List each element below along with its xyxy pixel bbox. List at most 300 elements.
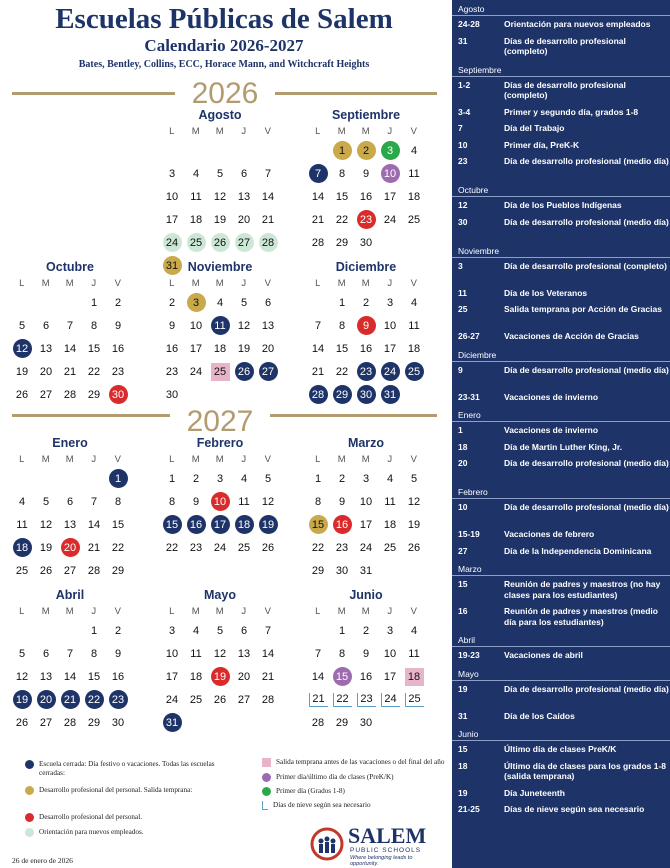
day-cell: 17 [165,670,179,683]
event-item [458,761,670,782]
weekday-label: L [169,606,175,617]
week-row [0,513,140,536]
day-cell: 7 [264,167,272,180]
week-row [150,208,290,231]
event-text: Día de desarrollo profesional (medio día) [504,156,669,166]
day-cell [11,469,34,489]
weekday-label: J [241,278,247,289]
day-cell: 23 [355,690,378,710]
day-cell: 7 [264,624,272,637]
day-cell: 26 [15,716,29,729]
day-cell: 25 [185,233,208,253]
day-cell [59,621,82,641]
month-octubre [0,258,140,406]
weekday-label: V [114,278,122,289]
event-text: Primer día, PreK-K [504,139,580,150]
weekday-label: V [264,606,272,617]
weekday-label: M [337,454,347,465]
day-cell: 24 [379,362,402,382]
day-cell: 1 [338,296,346,309]
day-cell: 19 [407,518,421,531]
event-date: 31 [458,35,468,46]
day-cell: 8 [114,495,122,508]
day-cell: 20 [261,342,275,355]
event-date: 11 [458,287,467,298]
event-text: Día de desarrollo profesional (medio día) [504,683,669,694]
week-row [150,314,290,337]
weekday-label: J [387,454,393,465]
section-divider [452,740,670,741]
weekday-label: L [315,606,321,617]
day-cell: 25 [407,213,421,226]
weekday-label: M [337,278,347,289]
event-item [458,744,670,755]
weekday-label: L [315,278,321,289]
week-row [296,208,436,231]
day-cell: 9 [362,167,370,180]
month-noviembre [150,258,290,406]
day-cell: 30 [359,716,373,729]
events-month-septiembre: Septiembre [458,64,502,75]
event-item [458,392,670,403]
event-text: Días de nieve según sea necesario [504,804,645,814]
day-cell: 28 [87,564,101,577]
event-date: 1-2 [458,79,471,90]
day-cell [307,141,330,161]
day-cell: 1 [338,624,346,637]
day-cell: 9 [114,647,122,660]
day-cell: 12 [237,319,251,332]
event-date: 9 [458,364,463,375]
event-text: Vacaciones de Acción de Gracias [504,331,639,341]
day-cell: 10 [383,319,397,332]
day-cell: 26 [209,233,232,253]
day-cell: 10 [209,492,232,512]
weekday-header [150,276,290,291]
salem-logo [310,823,440,867]
weekday-label: M [65,606,75,617]
week-row [0,383,140,406]
day-cell: 23 [189,541,203,554]
day-cell: 2 [168,296,176,309]
week-row [0,619,140,642]
day-cell: 10 [189,319,203,332]
day-cell: 19 [39,541,53,554]
day-cell: 6 [240,167,248,180]
legend-firstg: Primer día (Grados 1-8) [276,787,345,795]
event-item [458,304,670,315]
day-cell: 5 [18,647,26,660]
day-cell: 19 [15,365,29,378]
weekday-label: J [91,278,97,289]
day-cell: 28 [311,716,325,729]
day-cell: 15 [87,342,101,355]
weekday-label: J [387,126,393,137]
day-cell: 14 [63,670,77,683]
early-legend-icon [262,758,271,767]
legend-closed: Escuela cerrada: Día festivo o vacaciones. Todas las escuelas cerradas: [39,760,215,777]
day-cell: 2 [362,624,370,637]
day-cell: 1 [168,472,176,485]
week-row [0,536,140,559]
day-cell: 3 [386,296,394,309]
month-abril [0,586,140,734]
day-cell: 5 [216,624,224,637]
weekday-label: J [91,454,97,465]
day-cell: 22 [111,541,125,554]
event-item [458,502,670,513]
day-cell [59,469,82,489]
day-cell: 12 [39,518,53,531]
event-item [458,107,670,118]
month-agosto [150,106,290,277]
day-cell: 5 [410,472,418,485]
event-item [458,711,670,722]
day-cell: 4 [18,495,26,508]
day-cell: 18 [383,518,397,531]
event-date: 19 [458,683,468,694]
event-item [458,19,670,30]
section-divider [452,646,670,647]
day-cell: 22 [331,690,354,710]
weekday-label: L [169,278,175,289]
weekday-label: L [19,454,25,465]
weekday-label: M [191,278,201,289]
day-cell: 19 [11,690,34,710]
day-cell: 16 [165,342,179,355]
month-mayo [150,586,290,734]
weekday-label: V [410,454,418,465]
day-cell: 17 [383,190,397,203]
day-cell: 9 [114,319,122,332]
day-cell: 10 [165,190,179,203]
day-cell: 28 [261,693,275,706]
weekday-header [150,452,290,467]
week-row [0,314,140,337]
event-text: Vacaciones de invierno [504,425,599,435]
day-cell: 23 [165,365,179,378]
week-row [296,513,436,536]
day-cell: 2 [338,472,346,485]
day-cell: 1 [90,296,98,309]
day-cell: 11 [408,319,420,332]
day-cell: 1 [90,624,98,637]
day-cell: 4 [386,472,394,485]
day-cell: 19 [209,667,232,687]
event-date: 15-19 [458,529,480,539]
day-cell: 26 [15,388,29,401]
day-cell [185,141,208,161]
day-cell: 18 [233,515,256,535]
event-item [458,288,670,299]
weekday-label: M [215,606,225,617]
first-legend-icon [262,773,271,782]
event-date: 19-23 [458,650,480,660]
orient-legend-icon [25,828,34,837]
legend-pdfull: Desarrollo profesional del personal. [39,813,142,821]
event-text: Días de desarrollo profesional (completo) [504,79,626,100]
weekday-header [0,604,140,619]
day-cell [161,141,184,161]
day-cell: 18 [213,342,227,355]
day-cell: 13 [237,190,251,203]
week-row [296,291,436,314]
event-text: Días de desarrollo profesional (completo) [504,35,626,56]
day-cell [83,469,106,489]
week-row [150,337,290,360]
week-row [150,536,290,559]
week-row [0,559,140,582]
event-date: 10 [458,502,468,512]
month-name: Diciembre [335,260,397,274]
weekday-label: M [337,126,347,137]
day-cell [403,713,426,733]
event-text: Último día de clases PreK/K [504,744,617,754]
day-cell: 8 [90,319,98,332]
day-cell: 27 [257,362,280,382]
day-cell: 24 [359,541,373,554]
day-cell: 31 [161,256,184,276]
day-cell: 4 [410,296,418,309]
day-cell: 16 [111,342,125,355]
day-cell: 21 [63,365,77,378]
event-text: Orientación para nuevos empleados [504,19,651,29]
day-cell: 11 [408,167,420,180]
event-text: Día de la Independencia Dominicana [504,545,652,556]
day-cell: 23 [111,365,125,378]
day-cell: 7 [66,319,74,332]
event-date: 27 [458,545,468,556]
weekday-label: M [337,606,347,617]
day-cell: 8 [338,319,346,332]
day-cell: 17 [165,213,179,226]
day-cell: 26 [261,541,275,554]
day-cell: 22 [335,213,349,226]
month-name: Abril [55,588,85,602]
day-cell: 14 [261,647,275,660]
day-cell: 8 [338,647,346,660]
section-divider [452,421,670,422]
day-cell: 28 [307,385,330,405]
day-cell: 19 [213,213,227,226]
day-cell: 10 [359,495,373,508]
day-cell: 15 [335,342,349,355]
day-cell: 11 [384,495,396,508]
day-cell: 22 [83,690,106,710]
day-cell: 4 [240,472,248,485]
day-cell: 22 [311,541,325,554]
day-cell: 6 [66,495,74,508]
day-cell: 10 [383,647,397,660]
event-text: Día Juneteenth [504,787,565,798]
day-cell: 30 [335,564,349,577]
events-month-enero: Enero [458,410,481,420]
weekday-label: M [361,126,371,137]
day-cell [307,293,330,313]
day-cell: 29 [111,564,125,577]
day-cell: 8 [168,495,176,508]
week-row [296,559,436,582]
day-cell: 30 [355,385,378,405]
day-cell: 29 [311,564,325,577]
event-date: 21-25 [458,804,480,814]
day-cell: 20 [39,365,53,378]
week-row [150,185,290,208]
day-cell: 18 [189,213,203,226]
day-cell [379,233,402,253]
day-cell: 13 [39,342,53,355]
day-cell: 15 [331,667,354,687]
week-row [0,337,140,360]
event-item [458,804,670,815]
day-cell [403,233,426,253]
weekday-label: M [41,606,51,617]
day-cell: 24 [379,690,402,710]
section-divider [452,196,670,197]
legend-snow: Días de nieve según sea necesario [273,801,371,809]
day-cell: 25 [189,693,203,706]
day-cell: 31 [379,385,402,405]
week-row [296,139,436,162]
weekday-label: L [19,606,25,617]
events-month-mayo: Mayo [458,668,479,679]
day-cell: 29 [87,388,101,401]
week-row [150,291,290,314]
weekday-label: M [41,278,51,289]
event-item [458,442,670,453]
week-row [296,467,436,490]
week-row [296,665,436,688]
day-cell [35,293,58,313]
day-cell [185,713,208,733]
day-cell [257,713,280,733]
section-divider [452,680,670,681]
weekday-label: V [114,454,122,465]
day-cell: 11 [408,647,420,660]
event-text: Último día de clases para los grados 1-8 (salida temprana) [504,760,667,781]
weekday-label: L [315,126,321,137]
weekday-label: V [264,126,272,137]
day-cell: 26 [407,541,421,554]
day-cell: 27 [233,233,256,253]
event-date: 26-27 [458,331,480,341]
weekday-label: M [215,278,225,289]
day-cell: 3 [216,472,224,485]
weekday-header [150,604,290,619]
day-cell: 18 [403,667,426,687]
events-month-diciembre: Diciembre [458,349,497,360]
day-cell: 20 [35,690,58,710]
day-cell: 23 [335,541,349,554]
month-enero [0,434,140,582]
day-cell [379,713,402,733]
day-cell: 29 [331,385,354,405]
day-cell: 30 [107,385,130,405]
weekday-label: M [215,126,225,137]
month-diciembre [296,258,436,406]
day-cell: 10 [379,164,402,184]
day-cell: 21 [261,670,275,683]
day-cell: 17 [359,518,373,531]
event-date: 30 [458,216,468,227]
event-text: Día de desarrollo profesional (medio día) [504,364,669,375]
day-cell: 2 [114,624,122,637]
day-cell: 25 [237,541,251,554]
event-date: 20 [458,458,468,468]
day-cell: 24 [189,365,203,378]
day-cell: 16 [359,670,373,683]
day-cell: 31 [359,564,373,577]
day-cell: 12 [15,670,29,683]
day-cell [403,385,426,405]
day-cell: 7 [314,647,322,660]
event-text: Día de Martin Luther King, Jr. [504,441,623,452]
day-cell: 16 [185,515,208,535]
day-cell [35,469,58,489]
event-text: Día de desarrollo profesional (completo) [504,260,667,271]
day-cell: 8 [338,167,346,180]
day-cell: 20 [59,538,82,558]
event-item [458,650,670,661]
day-cell: 27 [63,564,77,577]
event-date: 18 [458,760,468,771]
week-row [296,231,436,254]
event-date: 23 [458,156,468,166]
day-cell [209,385,232,405]
day-cell: 12 [407,495,421,508]
section-divider [452,575,670,576]
month-name: Febrero [196,436,244,450]
event-item [458,200,670,211]
day-cell: 21 [311,365,325,378]
day-cell: 5 [42,495,50,508]
events-month-marzo: Marzo [458,564,482,574]
day-cell: 24 [165,693,179,706]
weekday-label: J [91,606,97,617]
day-cell: 4 [192,167,200,180]
day-cell: 14 [311,670,325,683]
day-cell [233,385,256,405]
day-cell: 13 [261,319,275,332]
month-marzo [296,434,436,582]
day-cell: 11 [209,316,232,336]
event-date: 19 [458,787,468,798]
events-month-agosto: Agosto [458,4,485,14]
event-item [458,579,670,600]
day-cell: 26 [39,564,53,577]
day-cell: 22 [165,541,179,554]
weekday-label: V [410,126,418,137]
day-cell: 1 [314,472,322,485]
day-cell: 14 [63,342,77,355]
day-cell: 29 [87,716,101,729]
day-cell: 28 [311,236,325,249]
week-row [0,642,140,665]
week-row [0,467,140,490]
day-cell: 23 [107,690,130,710]
weekday-label: V [410,278,418,289]
week-row [296,619,436,642]
day-cell: 9 [362,647,370,660]
day-cell: 6 [42,319,50,332]
day-cell: 31 [161,713,184,733]
section-divider [452,76,670,77]
day-cell: 7 [90,495,98,508]
day-cell: 25 [15,564,29,577]
day-cell: 28 [63,388,77,401]
week-row [296,162,436,185]
week-row [0,665,140,688]
